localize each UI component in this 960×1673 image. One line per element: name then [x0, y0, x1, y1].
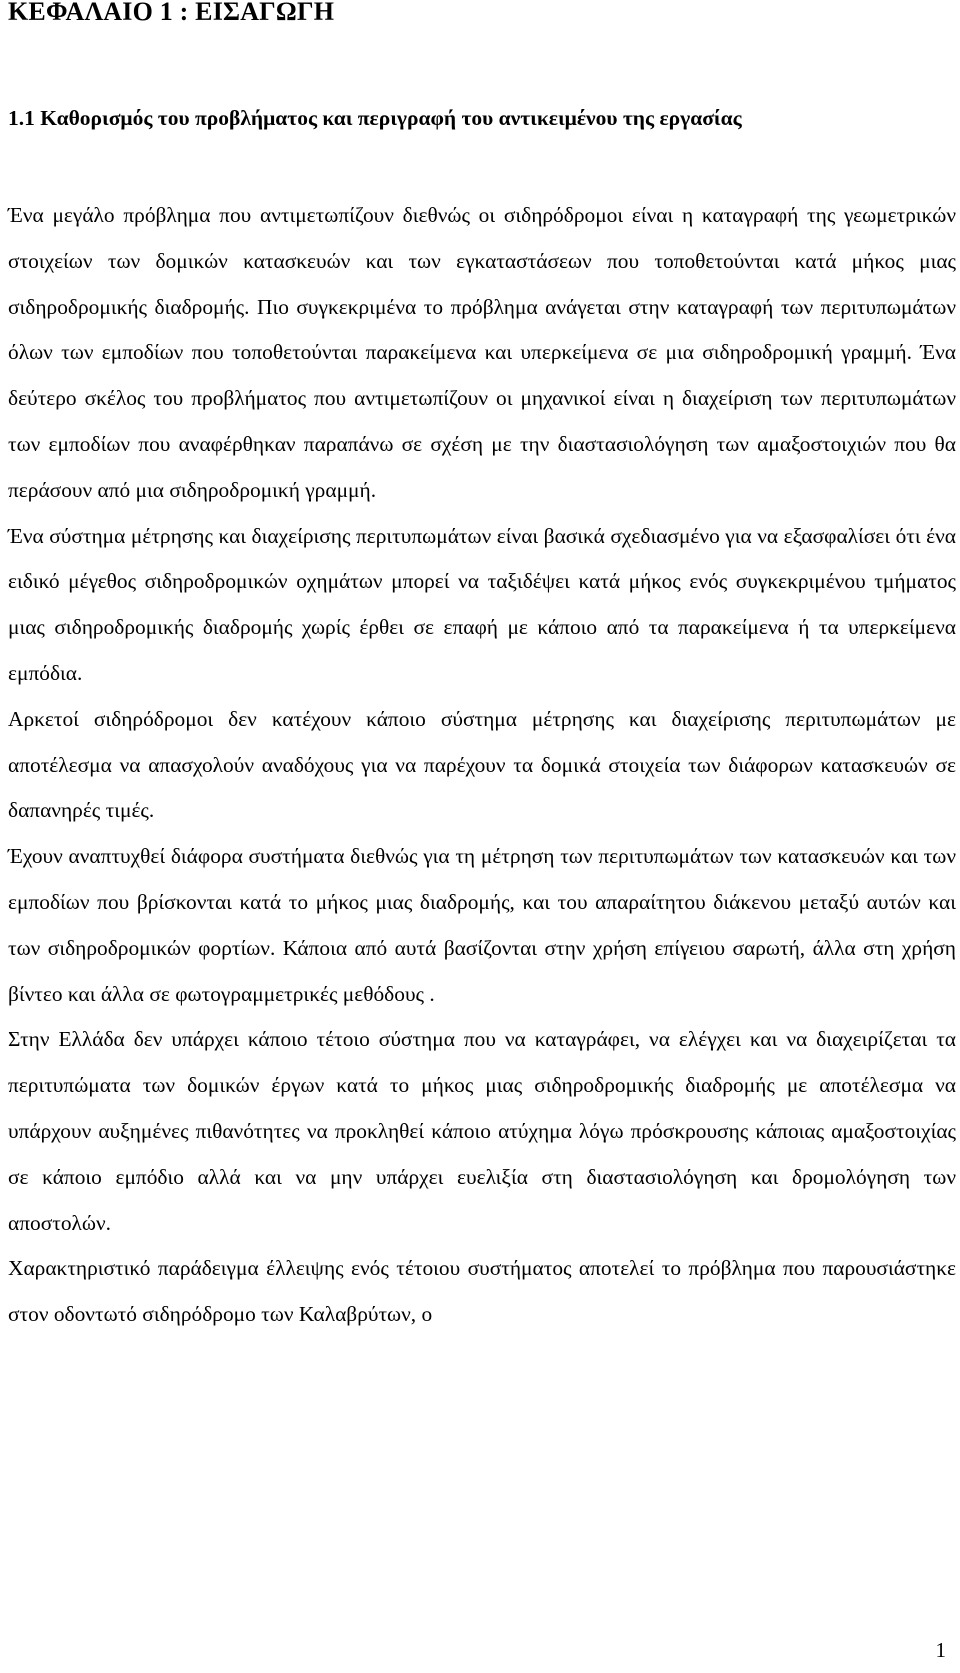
body-text	[8, 193, 956, 1338]
paragraph-3: Αρκετοί σιδηρόδρομοι δεν κατέχουν κάποιο σύστημα μέτρησης και διαχείρισης περιτυπωμάτων με αποτέλεσμα να απασχολούν αναδόχους για να παρέχουν τα δομικά στοιχεία των διάφορων κατασκευών σε δαπανηρές τιμές.	[8, 706, 956, 823]
page-number: 1	[935, 1638, 946, 1662]
paragraph-6: Χαρακτηριστικό παράδειγμα έλλειψης ενός τέτοιου συστήματος αποτελεί το πρόβλημα που παρουσιάστηκε στον οδοντωτό σιδηρόδρομο των Καλαβρύτων, ο	[8, 1256, 956, 1327]
document-page	[8, 0, 956, 1673]
paragraph-1: Ένα μεγάλο πρόβλημα που αντιμετωπίζουν διεθνώς οι σιδηρόδρομοι είναι η καταγραφή της γεωμετρικών στοιχείων των δομικών κατασκευών και των εγκαταστάσεων που τοποθετούνται κατά μήκος μιας σιδηροδρομικής διαδρομής. Πιο συγκεκριμένα το πρόβλημα ανάγεται στην καταγραφή των περιτυπωμάτων όλων των εμποδίων που τοποθετούνται παρακείμενα και υπερκείμενα σε μια σιδηροδρομική γραμμή. Ένα δεύτερο σκέλος του προβλήματος που αντιμετωπίζουν οι μηχανικοί είναι η διαχείριση των περιτυπωμάτων των εμποδίων που αναφέρθηκαν παραπάνω σε σχέση με την διαστασιολόγηση των αμαξοστοιχιών που θα περάσουν από μια σιδηροδρομική γραμμή.	[8, 203, 956, 502]
paragraph-5: Στην Ελλάδα δεν υπάρχει κάποιο τέτοιο σύστημα που να καταγράφει, να ελέγχει και να διαχειρίζεται τα περιτυπώματα των δομικών έργων κατά το μήκος μιας σιδηροδρομικής διαδρομής με αποτέλεσμα να υπάρχουν αυξημένες πιθανότητες να προκληθεί κάποιο ατύχημα λόγω πρόσκρουσης κάποιας αμαξοστοιχίας σε κάποιο εμπόδιο αλλά και να μην υπάρχει ευελιξία στη διαστασιολόγηση και δρομολόγηση των αποστολών.	[8, 1027, 956, 1235]
paragraph-4: Έχουν αναπτυχθεί διάφορα συστήματα διεθνώς για τη μέτρηση των περιτυπωμάτων των κατασκευών και των εμποδίων που βρίσκονται κατά το μήκος μιας διαδρομής, και του απαραίτητου διάκενου μεταξύ αυτών και των σιδηροδρομικών φορτίων. Κάποια από αυτά βασίζονται στην χρήση επίγειου σαρωτή, άλλα στη χρήση βίντεο και άλλα σε φωτογραμμετρικές μεθόδους .	[8, 844, 956, 1006]
paragraph-2: Ένα σύστημα μέτρησης και διαχείρισης περιτυπωμάτων είναι βασικά σχεδιασμένο για να εξασφαλίσει ότι ένα ειδικό μέγεθος σιδηροδρομικών οχημάτων μπορεί να ταξιδέψει κατά μήκος ενός συγκεκριμένου τμήματος μιας σιδηροδρομικής διαδρομής χωρίς έρθει σε επαφή με κάποιο από τα παρακείμενα ή τα υπερκείμενα εμπόδια.	[8, 523, 956, 685]
section-title: 1.1 Καθορισμός του προβλήματος και περιγραφή του αντικειμένου της εργασίας	[8, 106, 742, 130]
chapter-title: ΚΕΦΑΛΑΙΟ 1 : ΕΙΣΑΓΩΓΗ	[8, 0, 335, 26]
